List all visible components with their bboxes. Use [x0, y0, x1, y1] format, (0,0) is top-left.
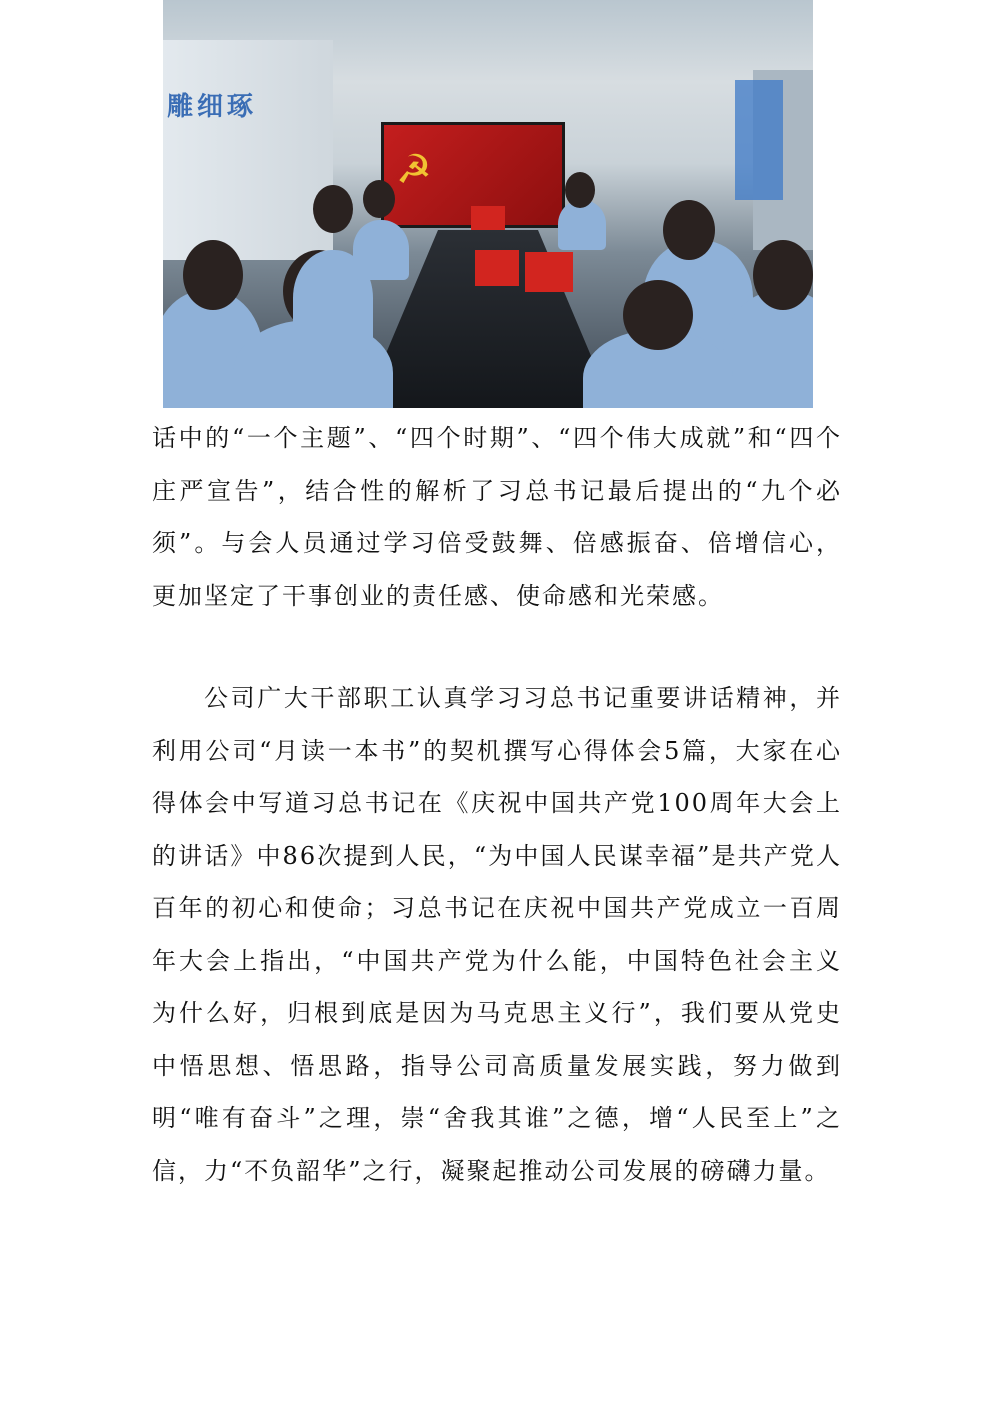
article-paragraph-2	[152, 672, 842, 1197]
photo-attendee-head	[753, 240, 813, 310]
photo-attendee-head	[565, 172, 595, 208]
photo-attendee-head	[363, 180, 395, 218]
photo-flag	[471, 206, 505, 230]
photo-wall-sign: 雕细琢	[167, 92, 258, 122]
photo-attendee-head	[623, 280, 693, 350]
photo-flag	[475, 250, 519, 286]
photo-wall	[163, 40, 333, 260]
party-emblem-icon: ☭	[396, 147, 432, 193]
photo-right-poster	[735, 80, 783, 200]
paragraph-text: 公司广大干部职工认真学习习总书记重要讲话精神，并利用公司“月读一本书”的契机撰写心得体会5篇，大家在心得体会中写道习总书记在《庆祝中国共产党100周年大会上的讲话》中86次提到人民，“为中国人民谋幸福”是共产党人百年的初心和使命；习总书记在庆祝中国共产党成立一百周年大会上指出，“中国共产党为什么能，中国特色社会主义为什么好，归根到底是因为马克思主义行”，我们要从党史中悟思想、悟思路，指导公司高质量发展实践，努力做到明“唯有奋斗”之理，崇“舍我其谁”之德，增“人民至上”之信，力“不负韶华”之行，凝聚起推动公司发展的磅礴力量。	[152, 684, 842, 1185]
photo-attendee-head	[313, 185, 353, 233]
photo-attendee	[353, 220, 409, 280]
photo-flag	[525, 252, 573, 292]
paragraph-text: 话中的“一个主题”、“四个时期”、“四个伟大成就”和“四个庄严宣告”，结合性的解析了习总书记最后提出的“九个必须”。与会人员通过学习倍受鼓舞、倍感振奋、倍增信心，更加坚定了干事创业的责任感、使命感和光荣感。	[152, 424, 842, 610]
photo-attendee-head	[663, 200, 715, 260]
meeting-photo	[163, 0, 813, 408]
photo-attendee-head	[183, 240, 243, 310]
article-paragraph-1	[152, 412, 842, 622]
